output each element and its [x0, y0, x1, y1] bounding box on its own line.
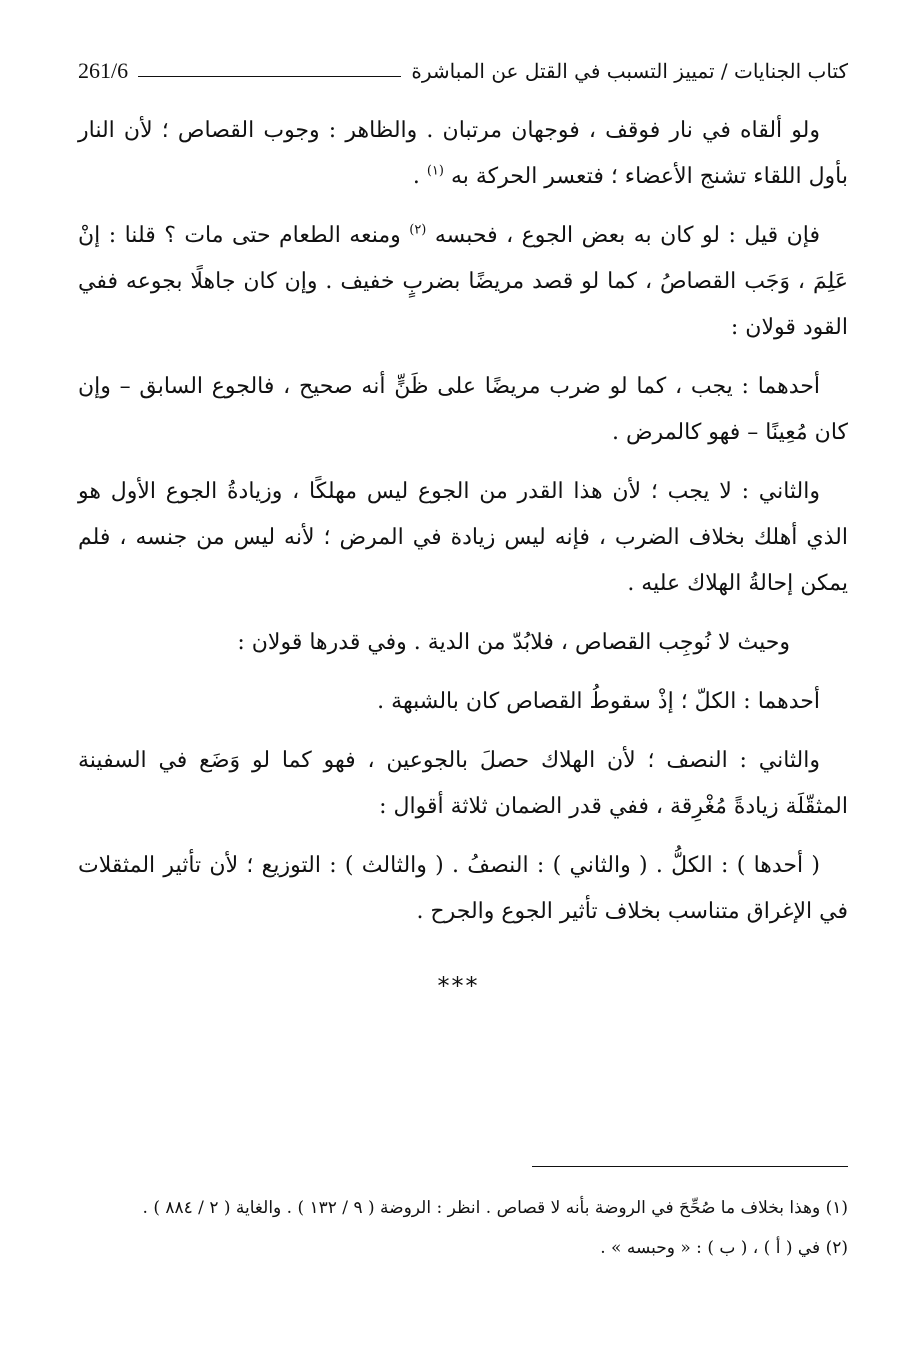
footnote-rule: [532, 1166, 848, 1167]
footnote-2: (٢) في ( أ ) ، ( ب ) : « وحبسه » .: [600, 1238, 848, 1258]
page-number: 261/6: [78, 58, 129, 83]
paragraph-text: فإن قيل : لو كان به بعض الجوع ، فحبسه: [434, 223, 820, 248]
footnote-marker-2: (٢): [409, 222, 427, 238]
running-header: [78, 50, 848, 84]
paragraph-2: [78, 213, 848, 351]
paragraph-6: أحدهما : الكلّ ؛ إذْ سقوطُ القصاص كان بالشبهة .: [377, 689, 820, 714]
section-separator: ***: [437, 972, 480, 1000]
paragraph-8: ( أحدها ) : الكلُّ . ( والثاني ) : النصفُ . ( والثالث ) : التوزيع ؛ لأن تأثير المثقلات في الإغراق متناسب بخلاف تأثير الجوع والجرح .: [78, 853, 848, 924]
header-rule: [138, 76, 401, 77]
footnote-1: (١) وهذا بخلاف ما صُحِّحَ في الروضة بأنه لا قصاص . انظر : الروضة ( ٩ / ١٣٢ ) . والغاية ( ٢ / ٨٨٤ ) .: [142, 1198, 848, 1218]
paragraph-5: وحيث لا نُوجِب القصاص ، فلابُدّ من الدية . وفي قدرها قولان :: [237, 630, 790, 655]
paragraph-tail: ومنعه الطعام حتى مات ؟ قلنا : إنْ عَلِمَ ، وَجَب القصاصُ ، كما لو قصد مريضًا بضربٍ خفيف . وإن كان جاهلًا بجوعه ففي القود قولان :: [78, 223, 848, 340]
paragraph-tail: .: [412, 164, 427, 189]
running-title: كتاب الجنايات / تمييز التسبب في القتل عن المباشرة: [411, 59, 848, 83]
body-text: [78, 108, 848, 948]
footnotes: [78, 1188, 848, 1268]
paragraph-7: والثاني : النصف ؛ لأن الهلاك حصلَ بالجوعين ، فهو كما لو وَضَع في السفينة المثقّلَة زيادةً مُغْرِقة ، ففي قدر الضمان ثلاثة أقوال :: [78, 748, 848, 819]
paragraph-4: والثاني : لا يجب ؛ لأن هذا القدر من الجوع ليس مهلكًا ، وزيادةُ الجوع الأول هو الذي أهلك بخلاف الضرب ، فإنه ليس زيادة في المرض ؛ لأنه ليس من جنسه ، فلم يمكن إحالةُ الهلاك عليه .: [78, 479, 848, 596]
footnote-marker-1: (١): [426, 163, 444, 179]
paragraph-3: أحدهما : يجب ، كما لو ضرب مريضًا على ظَنٍّ أنه صحيح ، فالجوع السابق – وإن كان مُعِينًا – فهو كالمرض .: [78, 374, 848, 445]
paragraph-text: ولو ألقاه في نار فوقف ، فوجهان مرتبان . والظاهر : وجوب القصاص ؛ لأن النار بأول اللقاء تشنج الأعضاء ؛ فتعسر الحركة به: [78, 118, 848, 189]
paragraph-1: [78, 108, 848, 200]
